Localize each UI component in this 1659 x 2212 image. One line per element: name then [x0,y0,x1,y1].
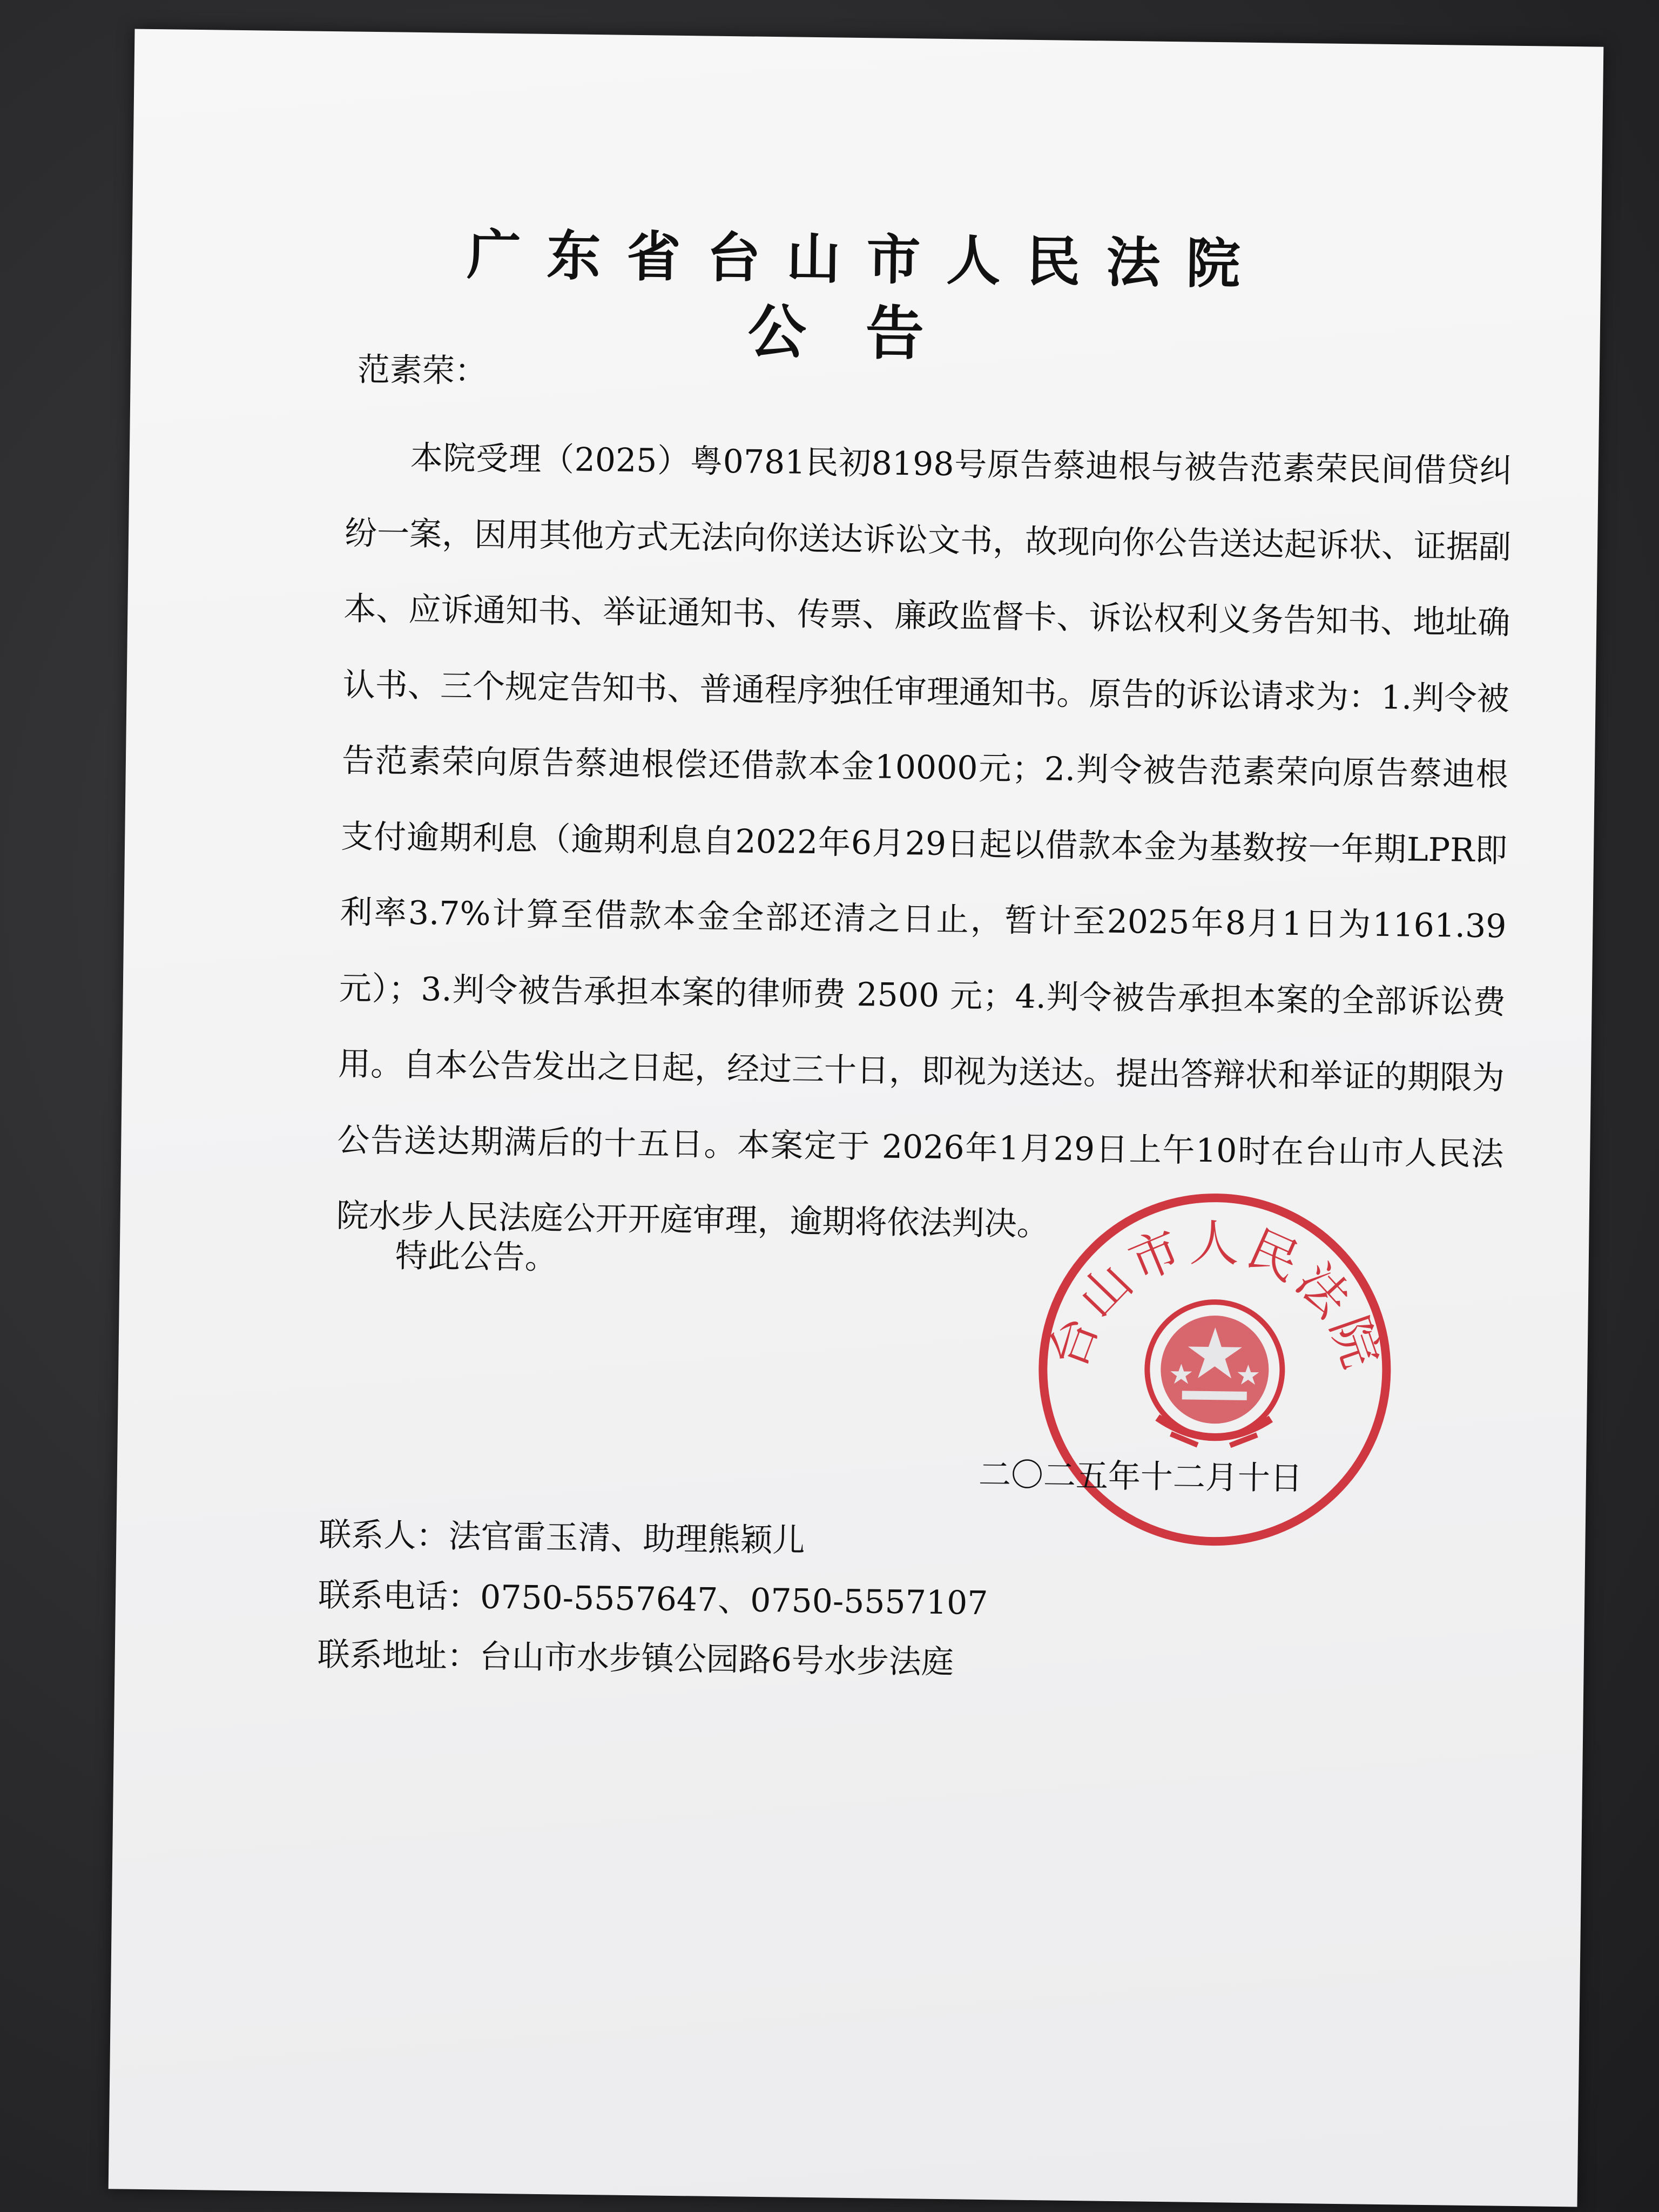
notice-title: 公告 [747,298,984,369]
national-emblem-icon [1147,1301,1283,1446]
contact-phone: 联系电话：0750-5557647、0750-5557107 [318,1576,988,1623]
notice-body: 本院受理（2025）粤0781民初8198号原告蔡迪根与被告范素荣民间借贷纠纷一案，因用其他方式无法向你送达诉讼文书，故现向你公告送达起诉状、证据副本、应诉通知书、举证通知书、传票、廉政监督卡、诉讼权利义务告知书、地址确认书、三个规定告知书、普通程序独任审理通知书。原告的诉讼请求为：1.判令被告范素荣向原告蔡迪根偿还借款本金10000元；2.判令被告范素荣向原告蔡迪根支付逾期利息（逾期利息自2022年6月29日起以借款本金为基数按一年期LPR即利率3.7%计算至借款本金全部还清之日止，暂计至2025年8月1日为1161.39元）；3.判令被告承担本案的律师费 2500 元；4.判令被告承担本案的全部诉讼费用。自本公告发出之日起，经过三十日，即视为送达。提出答辩状和举证的期限为公告送达期满后的十五日。本案定于 2026年1月29日上午10时在台山市人民法院水步人民法庭公开开庭审理，逾期将依法判决。 [336,439,1513,1244]
notice-paper [109,29,1604,2207]
closing-line: 特此公告。 [395,1237,558,1277]
addressee: 范素荣： [357,350,488,390]
notice-date: 二〇二五年十二月十日 [978,1455,1303,1498]
court-name-heading: 广东省台山市人民法院 [466,223,1267,296]
contact-person: 联系人：法官雷玉清、助理熊颖儿 [319,1515,805,1560]
contact-address: 联系地址：台山市水步镇公园路6号水步法庭 [317,1635,954,1682]
seal-text: 台山市人民法院 [1038,1214,1392,1379]
